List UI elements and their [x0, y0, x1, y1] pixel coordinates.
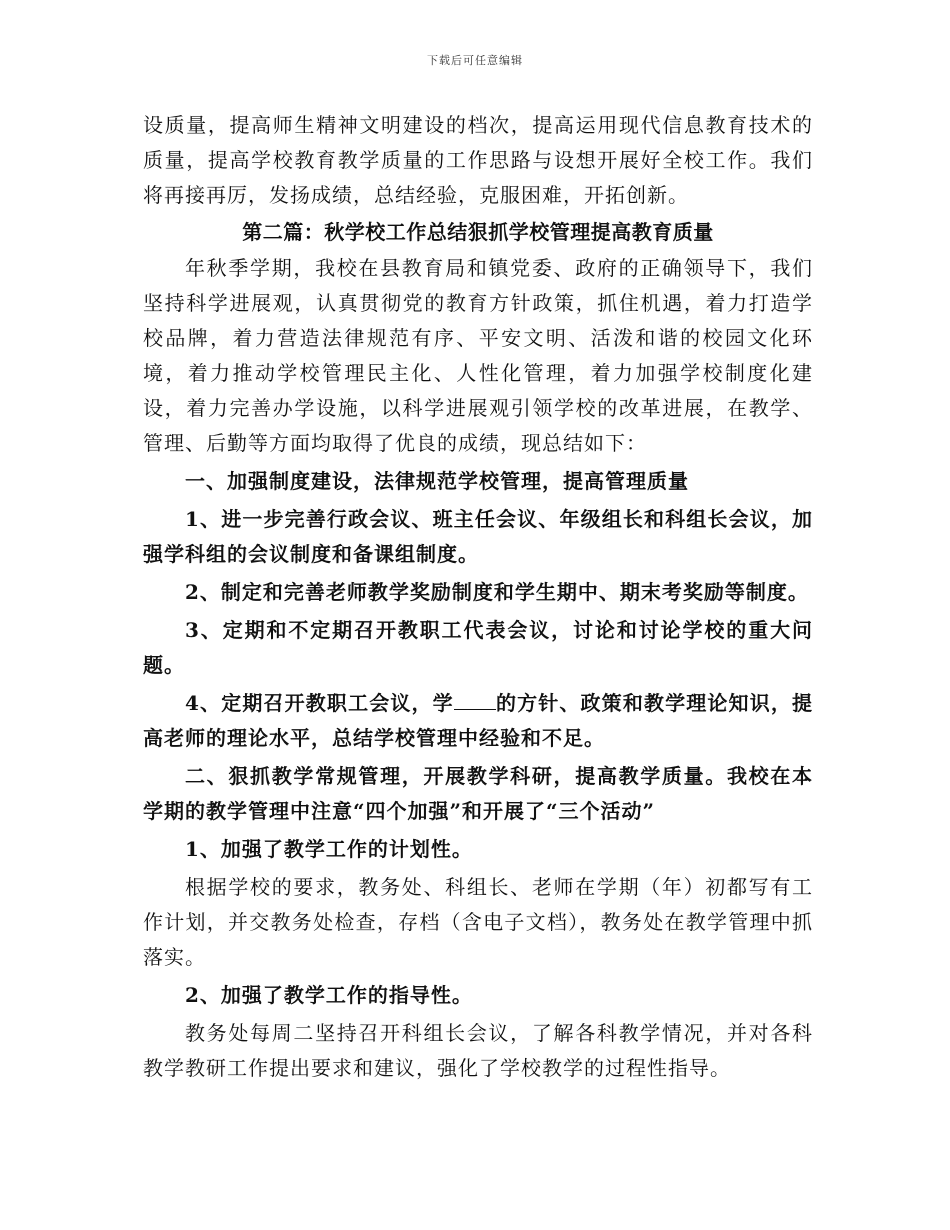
heading-section-2: 二、狠抓教学常规管理，开展教学科研，提高教学质量。我校在本学期的教学管理中注意“四个加强”和开展了“三个活动” [143, 764, 813, 823]
subheading-2: 2、加强了教学工作的指导性。 [185, 983, 473, 1007]
list-item-4-pre: 4、定期召开教职工会议，学 [185, 691, 454, 715]
list-item-1: 1、进一步完善行政会议、班主任会议、年级组长和科组长会议，加强学科组的会议制度和备课组制度。 [143, 507, 813, 566]
paragraph-plan: 根据学校的要求，教务处、科组长、老师在学期（年）初都写有工作计划，并交教务处检查，存档（含电子文档），教务处在教学管理中抓落实。 [143, 875, 813, 969]
fill-in-blank [454, 689, 496, 710]
document-body [143, 108, 813, 1086]
heading-section-1: 一、加强制度建设，法律规范学校管理，提高管理质量 [185, 469, 689, 493]
paragraph-continuation: 设质量，提高师生精神文明建设的档次，提高运用现代信息教育技术的质量，提高学校教育教学质量的工作思路与设想开展好全校工作。我们将再接再厉，发扬成绩，总结经验，克服困难，开拓创新。 [143, 113, 813, 207]
list-item-4 [143, 686, 813, 756]
list-item-4-post: 的方针、政策和教学理论知识，提高老师的理论水平，总结学校管理中经验和不足。 [143, 691, 813, 750]
paragraph-guidance: 教务处每周二坚持召开科组长会议，了解各科教学情况，并对各科教学教研工作提出要求和建议，强化了学校教学的过程性指导。 [143, 1021, 813, 1080]
section-title: 第二篇：秋学校工作总结狠抓学校管理提高教育质量 [242, 220, 714, 244]
list-item-2: 2、制定和完善老师教学奖励制度和学生期中、期末考奖励等制度。 [185, 580, 809, 604]
subheading-1: 1、加强了教学工作的计划性。 [185, 837, 473, 861]
paragraph-intro: 年秋季学期，我校在县教育局和镇党委、政府的正确领导下，我们坚持科学进展观，认真贯彻党的教育方针政策，抓住机遇，着力打造学校品牌，着力营造法律规范有序、平安文明、活泼和谐的校园文化环境，着力推动学校管理民主化、人性化管理，着力加强学校制度化建设，着力完善办学设施，以科学进展观引领学校的改革进展，在教学、管理、后勤等方面均取得了优良的成绩，现总结如下： [143, 256, 813, 455]
page-header: 下载后可任意编辑 [427, 54, 523, 67]
list-item-3: 3、定期和不定期召开教职工代表会议，讨论和讨论学校的重大问题。 [143, 618, 813, 677]
